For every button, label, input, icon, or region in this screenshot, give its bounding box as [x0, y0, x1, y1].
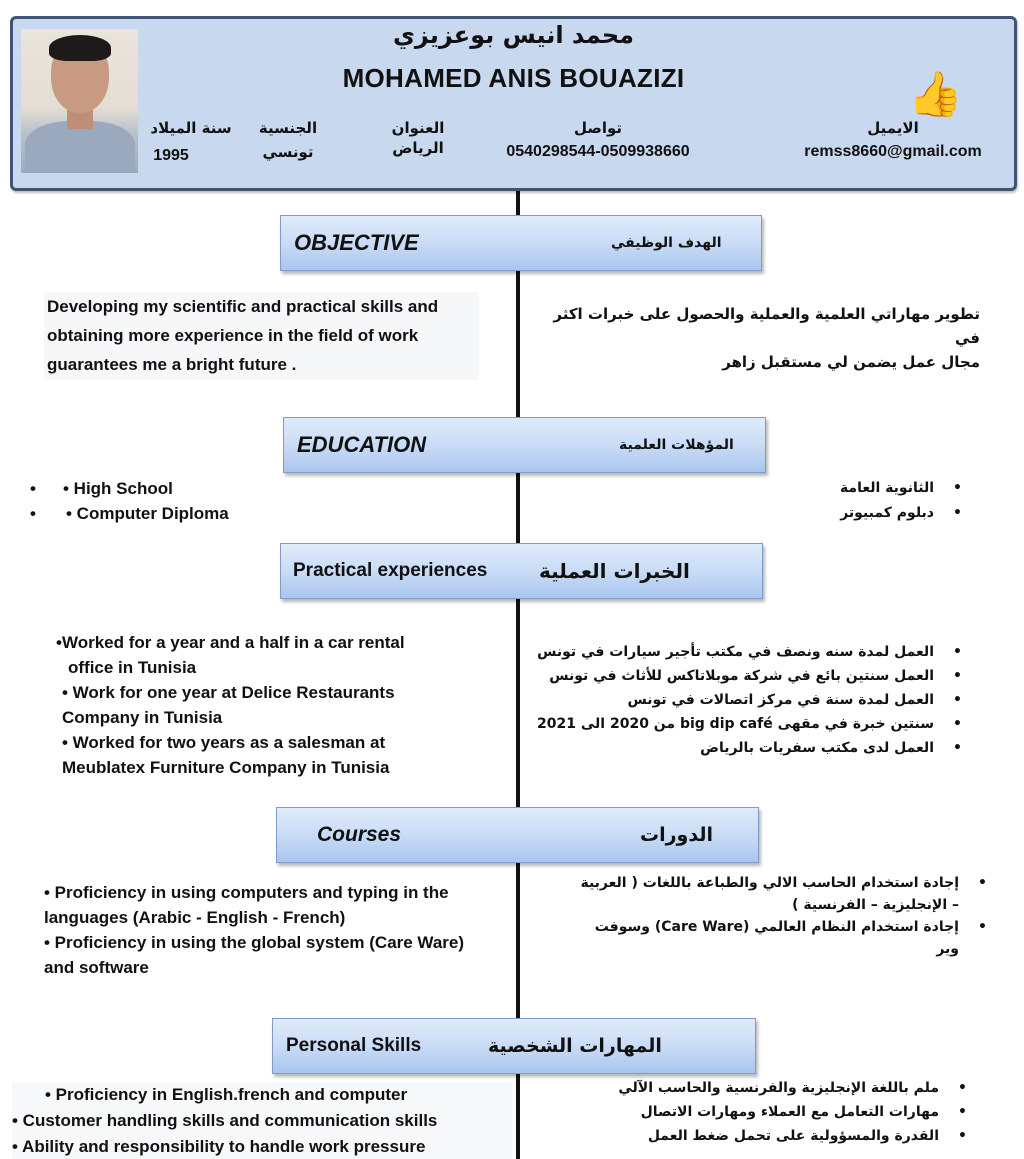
experience-line: Company in Tunisia: [62, 708, 223, 727]
contact-phone-value[interactable]: 0540298544-0509938660: [506, 143, 690, 160]
address-label: العنوان: [391, 119, 445, 137]
course-line: and software: [44, 958, 149, 977]
experience-line: •Worked for a year and a half in a car rental: [56, 633, 405, 652]
nationality-label: الجنسية: [258, 119, 318, 137]
education-item-en: • • High School: [30, 479, 173, 498]
name-english: MOHAMED ANIS BOUAZIZI: [342, 63, 685, 93]
experience-item-ar: • العمل لدى مكتب سفريات بالرياض: [530, 736, 970, 760]
experience-section-header: [280, 543, 763, 599]
objective-section-header: [280, 215, 762, 271]
objective-title-ar: الهدف الوظيفي: [611, 235, 722, 251]
profile-header-card: [10, 16, 1017, 191]
objective-line: Developing my scientific and practical skills and: [47, 297, 439, 316]
course-item-ar: • إجادة استخدام النظام العالمي (Care Ware) وسوفت وير: [580, 916, 995, 960]
experience-title-ar: الخبرات العملية: [539, 559, 690, 583]
experience-list-en: [56, 630, 496, 780]
course-item-ar: • إجادة استخدام الحاسب الالي والطباعة باللغات ( العربية – الإنجليزية – الفرنسية ): [580, 872, 995, 916]
timeline-spine: [516, 190, 520, 1159]
skills-title-ar: المهارات الشخصية: [488, 1035, 662, 1057]
birth-year-label: سنة الميلاد: [150, 119, 232, 137]
skill-item-ar: • ملم باللغة الإنجليزية والفرنسية والحاسب الآلي: [560, 1076, 975, 1100]
courses-list-en: [44, 880, 514, 980]
education-title-en: EDUCATION: [297, 432, 427, 457]
education-title-ar: المؤهلات العلمية: [619, 437, 734, 453]
objective-line: obtaining more experience in the field of work: [47, 326, 419, 345]
objective-text-en: [44, 292, 479, 380]
skill-line: • Customer handling skills and communication skills: [12, 1111, 438, 1130]
birth-year-field: [141, 119, 241, 165]
address-value: الرياض: [392, 139, 444, 157]
nationality-value: تونسي: [262, 143, 314, 161]
experience-item-ar: • سنتين خبرة في مقهى big dip café من 2020 الى 2021: [530, 712, 970, 736]
nationality-field: [248, 119, 328, 161]
address-field: [378, 119, 458, 157]
education-item-en: • • Computer Diploma: [30, 504, 229, 523]
skills-list-ar: [560, 1076, 975, 1148]
experience-item-ar: • العمل سنتين بائع في شركة موبلاتاكس للأثاث في تونس: [530, 664, 970, 688]
skills-list-en: [12, 1082, 512, 1159]
profile-photo: [21, 29, 138, 173]
experience-line: • Worked for two years as a salesman at: [62, 733, 386, 752]
contact-field: [483, 119, 713, 161]
contact-label: تواصل: [573, 119, 623, 137]
education-list-ar: [700, 476, 970, 526]
experience-line: office in Tunisia: [68, 658, 197, 677]
objective-line: guarantees me a bright future .: [47, 355, 297, 374]
thumbs-up-icon: 👍: [908, 69, 963, 120]
courses-title-en: Courses: [317, 823, 402, 846]
course-line: • Proficiency in using computers and typing in the: [44, 883, 449, 902]
objective-title-en: OBJECTIVE: [294, 230, 419, 255]
skills-section-header: [272, 1018, 756, 1074]
courses-list-ar: [580, 872, 995, 960]
experience-list-ar: [530, 640, 970, 760]
email-field: [788, 119, 998, 161]
experience-title-en: Practical experiences: [293, 560, 488, 581]
education-section-header: [283, 417, 766, 473]
email-label: الايميل: [867, 119, 919, 137]
email-value[interactable]: remss8660@gmail.com: [804, 143, 982, 160]
education-item-ar: • الثانوية العامة: [700, 476, 970, 501]
skill-item-ar: • القدرة والمسؤولية على تحمل ضغط العمل: [560, 1124, 975, 1148]
objective-text-ar: [540, 302, 980, 374]
courses-title-ar: الدورات: [640, 824, 713, 846]
course-line: • Proficiency in using the global system (Care Ware): [44, 933, 465, 952]
courses-section-header: [276, 807, 759, 863]
objective-line-ar: مجال عمل يضمن لي مستقبل زاهر: [722, 353, 980, 371]
birth-year-value: 1995: [153, 147, 189, 164]
education-item-ar: • دبلوم كمبيوتر: [700, 501, 970, 526]
skill-item-ar: • مهارات التعامل مع العملاء ومهارات الاتصال: [560, 1100, 975, 1124]
experience-line: Meublatex Furniture Company in Tunisia: [62, 758, 390, 777]
skill-line: • Proficiency in English.french and computer: [45, 1085, 408, 1104]
course-line: languages (Arabic - English - French): [44, 908, 346, 927]
experience-item-ar: • العمل لمدة سنه ونصف في مكتب تأجير سيارات في تونس: [530, 640, 970, 664]
experience-line: • Work for one year at Delice Restaurants: [62, 683, 395, 702]
skill-line: • Ability and responsibility to handle work pressure: [12, 1137, 426, 1156]
experience-item-ar: • العمل لمدة سنة في مركز اتصالات في تونس: [530, 688, 970, 712]
name-arabic: محمد انيس بوعزيزي: [392, 21, 635, 49]
skills-title-en: Personal Skills: [286, 1035, 422, 1056]
education-list-en: [30, 476, 229, 526]
objective-line-ar: تطوير مهاراتي العلمية والعملية والحصول على خبرات اكثر في: [553, 305, 980, 347]
